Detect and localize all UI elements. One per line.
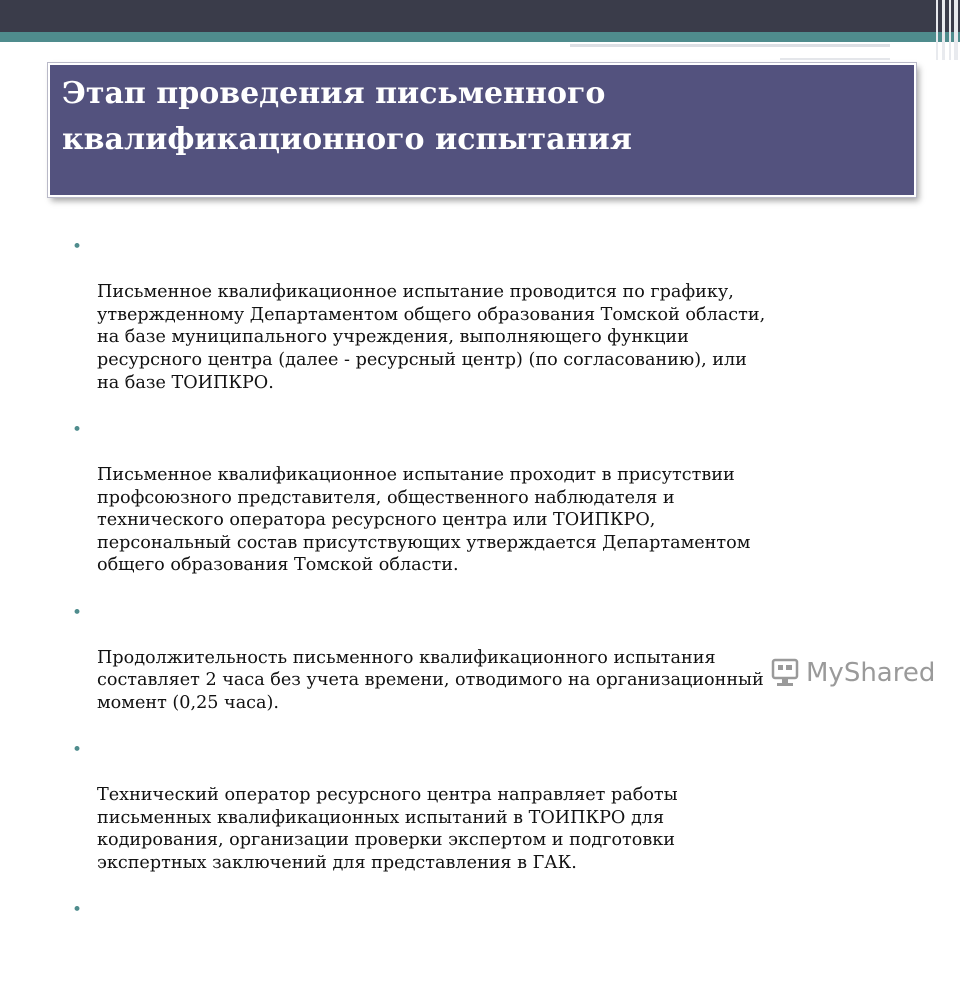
bullet-icon: • [72, 602, 83, 623]
bullet-icon: • [72, 900, 83, 921]
monitor-icon [770, 658, 802, 688]
bullet-text: Продолжительность письменного квалификационного испытания составляет 2 часа без учета времени, отводимого на организационный момент (0,25 часа). [97, 647, 764, 713]
bullet-text [97, 944, 902, 967]
list-item [72, 739, 902, 897]
bullet-icon: • [72, 237, 83, 257]
list-item [72, 419, 902, 600]
top-band [0, 0, 960, 32]
bullet-icon: • [72, 740, 83, 761]
bullet-list [72, 236, 902, 992]
bullet-text: Технический оператор ресурсного центра направляет работы письменных квалификационных испытаний в ТОИПКРО для кодирования, организации проверки экспертом и подготовки экспертных заключений для представления в ГАК. [97, 785, 678, 874]
list-item [72, 236, 902, 417]
accent-bar [570, 44, 890, 47]
slide-title: Этап проведения письменного квалификационного испытания [62, 76, 632, 157]
bullet-text: Письменное квалификационное испытание проходит в присутствии профсоюзного представителя, общественного наблюдателя и технического оператора ресурсного центра или ТОИПКРО, персональный состав присутствующих утверждается Департаментом общего образования Томской области. [97, 464, 751, 576]
list-item [72, 899, 902, 989]
bullet-icon: • [72, 419, 83, 440]
watermark-text: MyShared [806, 658, 936, 688]
accent-bar-small [780, 58, 890, 60]
watermark-logo [770, 656, 935, 690]
bullet-text: Письменное квалификационное испытание проводится по графику, утвержденному Департаментом общего образования Томской области, на базе муниципального учреждения, выполняющего функции ресурсного центра (далее - ресурсный центр) (по согласованию), или на базе ТОИПКРО. [97, 282, 766, 393]
teal-stripe [0, 32, 960, 42]
decorative-lines [930, 0, 960, 60]
title-box [48, 63, 916, 197]
